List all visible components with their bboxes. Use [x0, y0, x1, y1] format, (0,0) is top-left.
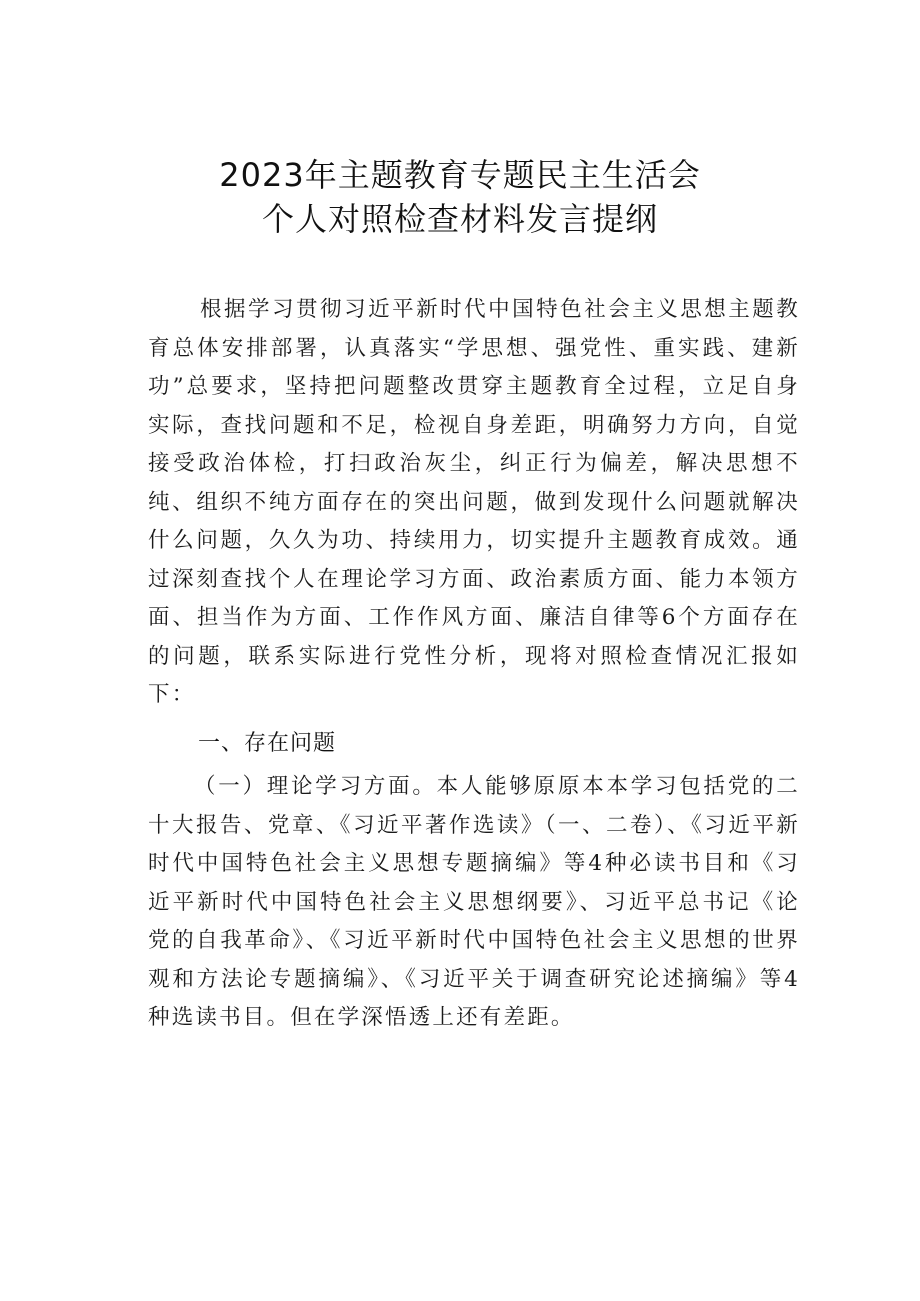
section-heading-problems: 一、存在问题 — [198, 731, 337, 756]
document-title — [0, 153, 920, 241]
title-line-1: 2023年主题教育专题民主生活会 — [219, 156, 701, 194]
intro-paragraph: 根据学习贯彻习近平新时代中国特色社会主义思想主题教育总体安排部署，认真落实“学思想、强党性、重实践、建新功”总要求，坚持把问题整改贯穿主题教育全过程，立足自身实际，查找问题和不足，检视自身差距，明确努力方向，自觉接受政治体检，打扫政治灰尘，纠正行为偏差，解决思想不纯、组织不纯方面存在的突出问题，做到发现什么问题就解决什么问题，久久为功、持续用力，切实提升主题教育成效。通过深刻查找个人在理论学习方面、政治素质方面、能力本领方面、担当作为方面、工作作风方面、廉洁自律等6个方面存在的问题，联系实际进行党性分析，现将对照检查情况汇报如下： — [148, 297, 800, 707]
title-line-2: 个人对照检查材料发言提纲 — [261, 200, 658, 238]
subsection-theory-study-paragraph: （一）理论学习方面。本人能够原原本本学习包括党的二十大报告、党章、《习近平著作选读》（一、二卷）、《习近平新时代中国特色社会主义思想专题摘编》等4种必读书目和《习近平新时代中国特色社会主义思想纲要》、习近平总书记《论党的自我革命》、《习近平新时代中国特色社会主义思想的世界观和方法论专题摘编》、《习近平关于调查研究论述摘编》等4种选读书目。但在学深悟透上还有差距。 — [148, 774, 800, 1030]
